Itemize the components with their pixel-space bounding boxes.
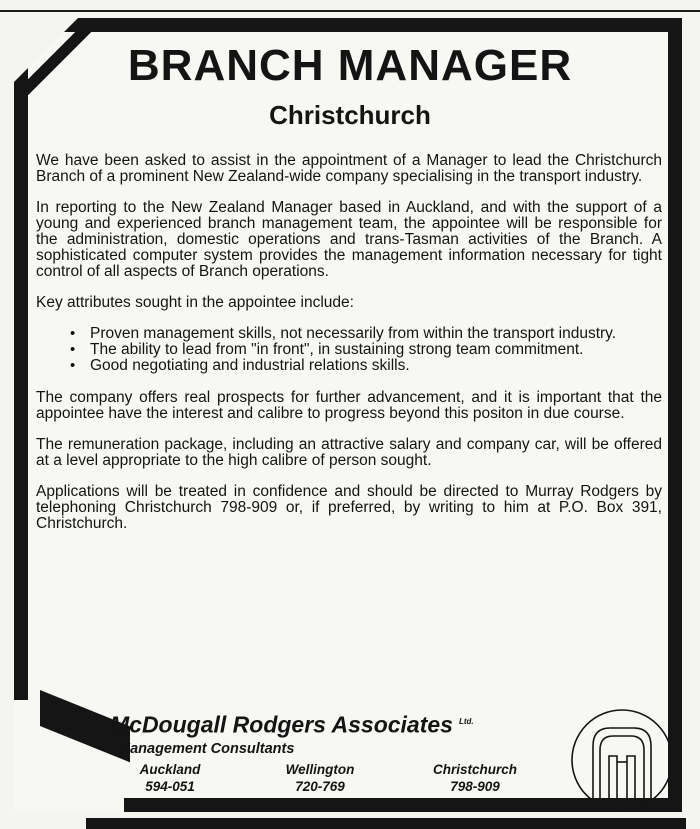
- office-auckland: [120, 761, 220, 795]
- role-paragraph: In reporting to the New Zealand Manager based in Auckland, and with the support of a young and experienced branch management team, the appointee will be responsible for the administration, domestic operations and trans-Tasman activities of the Branch. A sophisticated computer system provides the management information necessary for tight control of all aspects of Branch operations.: [36, 199, 662, 280]
- firm-name: McDougall Rodgers Associates $^{Ltd.}$: [110, 711, 474, 738]
- bullet-icon: •: [70, 357, 76, 374]
- office-city: Auckland: [139, 761, 201, 777]
- attribute-item: • Proven management skills, not necessarily from within the transport industry.: [70, 325, 617, 342]
- firm-subtitle: Management Consultants: [118, 740, 295, 757]
- office-city: Wellington: [285, 761, 355, 777]
- office-city: Christchurch: [432, 761, 517, 777]
- advert-heading: BRANCH MANAGER: [127, 41, 573, 90]
- attributes-intro: Key attributes sought in the appointee include:: [36, 294, 354, 311]
- applications-paragraph: Applications will be treated in confidence and should be directed to Murray Rodgers by telephoning Christchurch 798-909 or, if preferred, by writing to him at P.O. Box 391, Christchurch.: [36, 483, 662, 532]
- office-phone: 594-051: [145, 778, 195, 794]
- office-phone: 720-769: [295, 778, 345, 794]
- advert-location: Christchurch: [269, 100, 431, 130]
- attribute-item: • Good negotiating and industrial relations skills.: [70, 357, 410, 374]
- bullet-icon: •: [70, 341, 76, 358]
- intro-paragraph: We have been asked to assist in the appointment of a Manager to lead the Christchurch Branch of a prominent New Zealand-wide company specialising in the transport industry.: [36, 152, 662, 185]
- advert-body: [36, 153, 662, 547]
- mra-monogram-logo-icon: [563, 706, 681, 814]
- firm-ltd: Ltd.: [458, 717, 474, 726]
- office-phone: 798-909: [450, 778, 500, 794]
- top-rule: [0, 10, 700, 12]
- remuneration-paragraph: The remuneration package, including an attractive salary and company car, will be offered at a level appropriate to the high calibre of person sought.: [36, 436, 662, 469]
- office-list: [110, 761, 560, 803]
- bullet-icon: •: [70, 325, 76, 342]
- firm-footer: [110, 708, 560, 803]
- attribute-item: • The ability to lead from "in front", in sustaining strong team commitment.: [70, 341, 584, 358]
- bottom-rule: [86, 818, 686, 829]
- attributes-list: [36, 326, 662, 374]
- prospects-paragraph: The company offers real prospects for further advancement, and it is important that the appointee have the interest and calibre to progress beyond this positon in due course.: [36, 389, 662, 422]
- office-wellington: [260, 761, 380, 795]
- office-christchurch: [410, 761, 540, 795]
